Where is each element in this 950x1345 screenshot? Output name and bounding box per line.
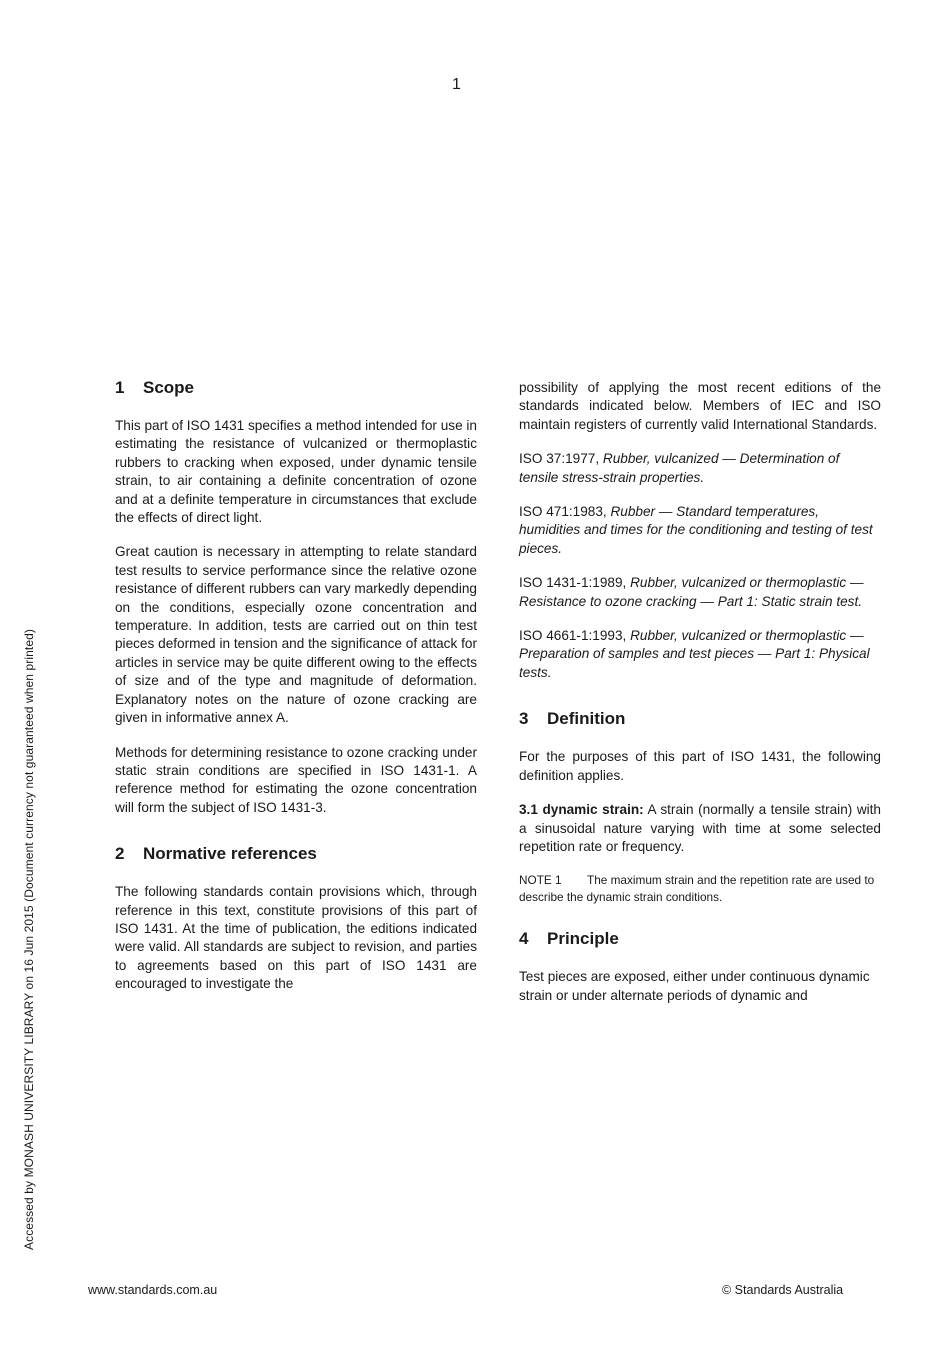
note: [519, 872, 881, 906]
principle-paragraph: Test pieces are exposed, either under continuous dynamic strain or under alternate periods of dynamic and: [519, 969, 870, 1003]
definition-term-number: 3.1: [519, 802, 538, 818]
section-heading-definition: [519, 708, 881, 730]
reference-item: [519, 503, 881, 558]
section-number: 1: [115, 378, 125, 397]
right-column: [519, 379, 881, 1021]
reference-title: Rubber, vulcanized or thermoplastic — Resistance to ozone cracking — Part 1: Static strain test.: [519, 575, 864, 609]
left-column: [115, 377, 477, 1010]
reference-code: ISO 37:1977,: [519, 451, 600, 467]
reference-code: ISO 4661-1:1993,: [519, 628, 627, 644]
page-number: 1: [452, 76, 461, 93]
note-label: NOTE 1: [519, 873, 562, 888]
section-title: Definition: [547, 709, 626, 729]
note-text: The maximum strain and the repetition rate are used to describe the dynamic strain conditions.: [519, 873, 875, 905]
section-title: Scope: [143, 378, 195, 397]
normative-paragraph: The following standards contain provisions which, through reference in this text, constitute provisions of this part of ISO 1431. At the time of publication, the editions indicated were valid. All standards are subject to revision, and parties to agreements based on this part of ISO 1431 are encouraged to investigate the: [115, 884, 477, 992]
footer-website: www.standards.com.au: [88, 1283, 218, 1297]
reference-code: ISO 1431-1:1989,: [519, 575, 627, 591]
scope-paragraph-2: Great caution is necessary in attempting to relate standard test results to service performance since the relative ozone resistance of different rubbers can vary markedly depending on the conditions, especially ozone concentration and temperature. In addition, tests are carried out on thin test pieces deformed in tension and the significance of attack for articles in service may be quite different owing to the effects of size and of the type and magnitude of deformation. Explanatory notes on the nature of ozone cracking are given in informative annex A.: [115, 544, 477, 726]
reference-title: Rubber, vulcanized — Determination of tensile stress-strain properties.: [519, 451, 840, 485]
section-number: 3: [519, 709, 529, 729]
definition-entry: [519, 801, 881, 856]
reference-item: [519, 627, 881, 682]
reference-item: [519, 450, 881, 487]
section-heading-scope: [115, 377, 477, 399]
reference-code: ISO 471:1983,: [519, 504, 607, 520]
reference-title: Rubber, vulcanized or thermoplastic — Preparation of samples and test pieces — Part 1: Physical tests.: [519, 628, 870, 680]
reference-title: Rubber — Standard temperatures, humidities and times for the conditioning and testing of test pieces.: [519, 504, 873, 556]
definition-intro: For the purposes of this part of ISO 1431, the following definition applies.: [519, 749, 881, 783]
definition-term: dynamic strain:: [542, 802, 644, 818]
section-heading-principle: [519, 928, 881, 950]
section-heading-normative-references: [115, 843, 477, 865]
section-number: 4: [519, 929, 529, 949]
section-title: Normative references: [143, 844, 317, 864]
access-stamp: Accessed by MONASH UNIVERSITY LIBRARY on 16 Jun 2015 (Document currency not guaranteed when printed): [22, 629, 36, 1250]
definition-text: A strain (normally a tensile strain) with a sinusoidal nature varying with time at some selected repetition rate or frequency.: [519, 802, 881, 854]
scope-paragraph-3: Methods for determining resistance to ozone cracking under static strain conditions are specified in ISO 1431-1. A reference method for estimating the ozone concentration will form the subject of ISO 1431-3.: [115, 744, 477, 815]
normative-paragraph-continued: possibility of applying the most recent editions of the standards indicated below. Members of IEC and ISO maintain registers of currently valid International Standards.: [519, 380, 881, 432]
section-title: Principle: [547, 929, 619, 949]
reference-item: [519, 574, 881, 611]
footer-copyright: © Standards Australia: [722, 1283, 844, 1297]
scope-paragraph-1: This part of ISO 1431 specifies a method intended for use in estimating the resistance of vulcanized or thermoplastic rubbers to cracking when exposed, under dynamic tensile strain, to air containing a definite concentration of ozone and at a definite temperature in circumstances that exclude the effects of direct light.: [115, 418, 477, 526]
section-number: 2: [115, 844, 125, 864]
